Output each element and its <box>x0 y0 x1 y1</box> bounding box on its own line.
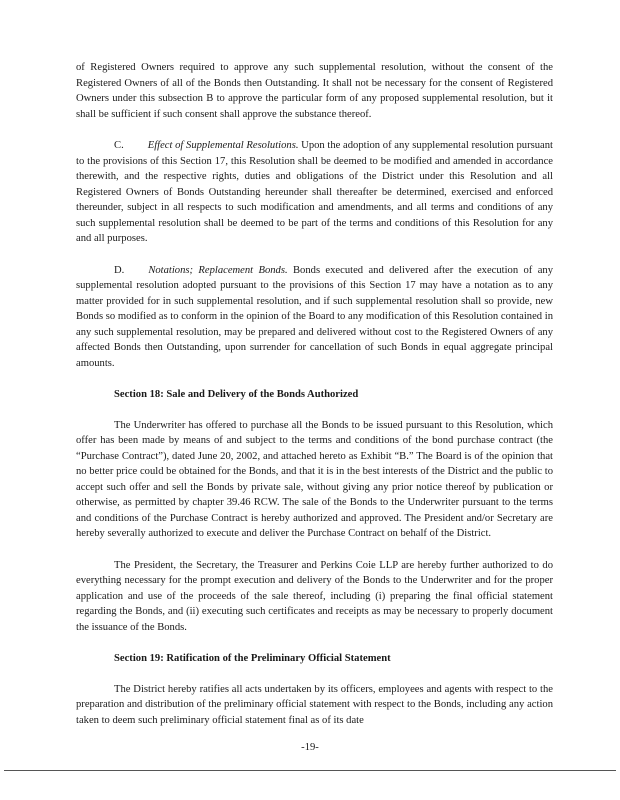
subsection-c-body: Upon the adoption of any supplemental resolution pursuant to the provisions of this Section 17, this Resolution shall be deemed to be modified and amended in accordance therewith, and the respective rights, duties and obligations of the District under this Resolution and all Registered Owners of Bonds Outstanding hereunder shall thereafter be determined, exercised and enforced thereunder, subject in all respects to such modification and amendments, and all terms and conditions of any such supplemental resolution shall be deemed to be part of the terms and conditions of this Resolution for any and all purposes. <box>76 140 553 244</box>
subsection-d-title: Notations; Replacement Bonds. <box>148 264 288 276</box>
subsection-c-letter: C. <box>114 140 124 151</box>
section-19-heading: Section 19: Ratification of the Preliminary Official Statement <box>114 653 391 664</box>
section-19-paragraph: The District hereby ratifies all acts undertaken by its officers, employees and agents with respect to the preparation and distribution of the preliminary official statement with respect to the Bonds, including any action taken to deem such preliminary official statement final as of its date <box>76 683 553 726</box>
subsection-c <box>76 138 553 247</box>
subsection-d-letter: D. <box>114 264 125 276</box>
section-18-paragraph-2: The President, the Secretary, the Treasurer and Perkins Coie LLP are hereby further authorized to do everything necessary for the prompt execution and delivery of the Bonds to the Underwriter and for the proper application and use of the proceeds of the sale thereof, including (i) preparing the final official statement regarding the Bonds, and (ii) executing such certificates and receipts as may be necessary to properly document the issuance of the Bonds. <box>76 559 553 633</box>
document-body <box>76 60 553 728</box>
section-18-paragraph-1: The Underwriter has offered to purchase all the Bonds to be issued pursuant to this Resolution, which offer has been made by means of and subject to the terms and conditions of the bond purchase contract (the “Purchase Contract”), dated June 20, 2002, and attached hereto as Exhibit “B.” The Board is of the opinion that no better price could be obtained for the Bonds, and that it is in the best interests of the District and the public to accept such offer and sell the Bonds by private sale, without giving any prior notice thereof by publication or otherwise, as permitted by chapter 39.46 RCW. The sale of the Bonds to the Underwriter pursuant to the terms and conditions of the Purchase Contract is hereby authorized and approved. The President and/or Secretary are hereby severally authorized to execute and deliver the Purchase Contract on behalf of the District. <box>76 419 553 539</box>
paragraph-continuation: of Registered Owners required to approve any such supplemental resolution, without the consent of the Registered Owners of all of the Bonds then Outstanding. It shall not be necessary for the consent of Registered Owners under this subsection B to approve the particular form of any proposed supplemental resolution, but it shall be sufficient if such consent shall approve the substance thereof. <box>76 62 553 120</box>
subsection-d <box>76 263 553 372</box>
subsection-c-title: Effect of Supplemental Resolutions. <box>147 140 299 151</box>
page-number: -19- <box>301 742 319 753</box>
subsection-d-body: Bonds executed and delivered after the execution of any supplemental resolution adopted pursuant to the provisions of this Section 17 may have a notation as to any matter provided for in such supplemental resolution, and if such supplemental resolution shall so provide, new Bonds so modified as to conform in the opinion of the Board to any modification of this Resolution contained in any such supplemental resolution, may be prepared and delivered without cost to the Registered Owners of any affected Bonds then Outstanding, upon surrender for cancellation of such Bonds in equal aggregate principal amounts. <box>76 264 553 369</box>
section-18-heading: Section 18: Sale and Delivery of the Bonds Authorized <box>114 389 359 400</box>
footer-rule <box>4 770 616 771</box>
